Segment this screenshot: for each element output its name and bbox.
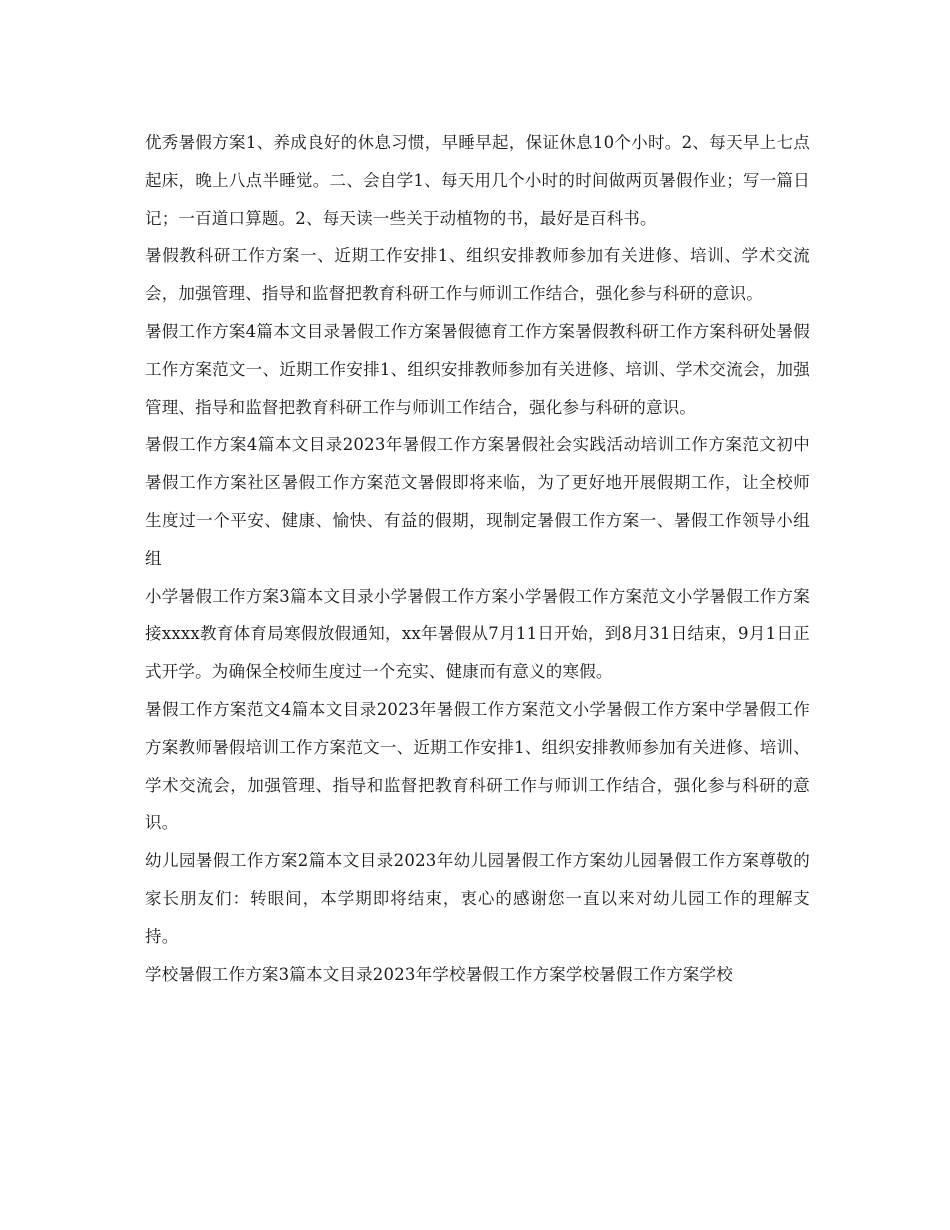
paragraph: 幼儿园暑假工作方案2篇本文目录2023年幼儿园暑假工作方案幼儿园暑假工作方案尊敬的家长朋友们：转眼间，本学期即将结束，衷心的感谢您一直以来对幼儿园工作的理解支持。 [145,851,810,946]
paragraph: 暑假教科研工作方案一、近期工作安排1、组织安排教师参加有关进修、培训、学术交流会，加强管理、指导和监督把教育科研工作与师训工作结合，强化参与科研的意识。 [145,246,810,304]
paragraph: 小学暑假工作方案3篇本文目录小学暑假工作方案小学暑假工作方案范文小学暑假工作方案接xxxx教育体育局寒假放假通知，xx年暑假从7月11日开始，到8月31日结束，9月1日正式开学。为确保全校师生度过一个充实、健康而有意义的寒假。 [145,586,810,682]
paragraph: 学校暑假工作方案3篇本文目录2023年学校暑假工作方案学校暑假工作方案学校 [145,964,733,984]
paragraph: 优秀暑假方案1、养成良好的休息习惯，早睡早起，保证休息10个小时。2、每天早上七点起床，晚上八点半睡觉。二、会自学1、每天用几个小时的时间做两页暑假作业；写一篇日记；一百道口算题。2、每天读一些关于动植物的书，最好是百科书。 [145,133,810,228]
paragraph: 暑假工作方案范文4篇本文目录2023年暑假工作方案范文小学暑假工作方案中学暑假工作方案教师暑假培训工作方案范文一、近期工作安排1、组织安排教师参加有关进修、培训、学术交流会，加强管理、指导和监督把教育科研工作与师训工作结合，强化参与科研的意识。 [145,699,810,833]
paragraph: 暑假工作方案4篇本文目录暑假工作方案暑假德育工作方案暑假教科研工作方案科研处暑假工作方案范文一、近期工作安排1、组织安排教师参加有关进修、培训、学术交流会，加强管理、指导和监督把教育科研工作与师训工作结合，强化参与科研的意识。 [145,321,810,417]
document-body [145,124,810,993]
paragraph: 暑假工作方案4篇本文目录2023年暑假工作方案暑假社会实践活动培训工作方案范文初中暑假工作方案社区暑假工作方案范文暑假即将来临，为了更好地开展假期工作，让全校师生度过一个平安、健康、愉快、有益的假期，现制定暑假工作方案一、暑假工作领导小组组 [145,435,810,568]
